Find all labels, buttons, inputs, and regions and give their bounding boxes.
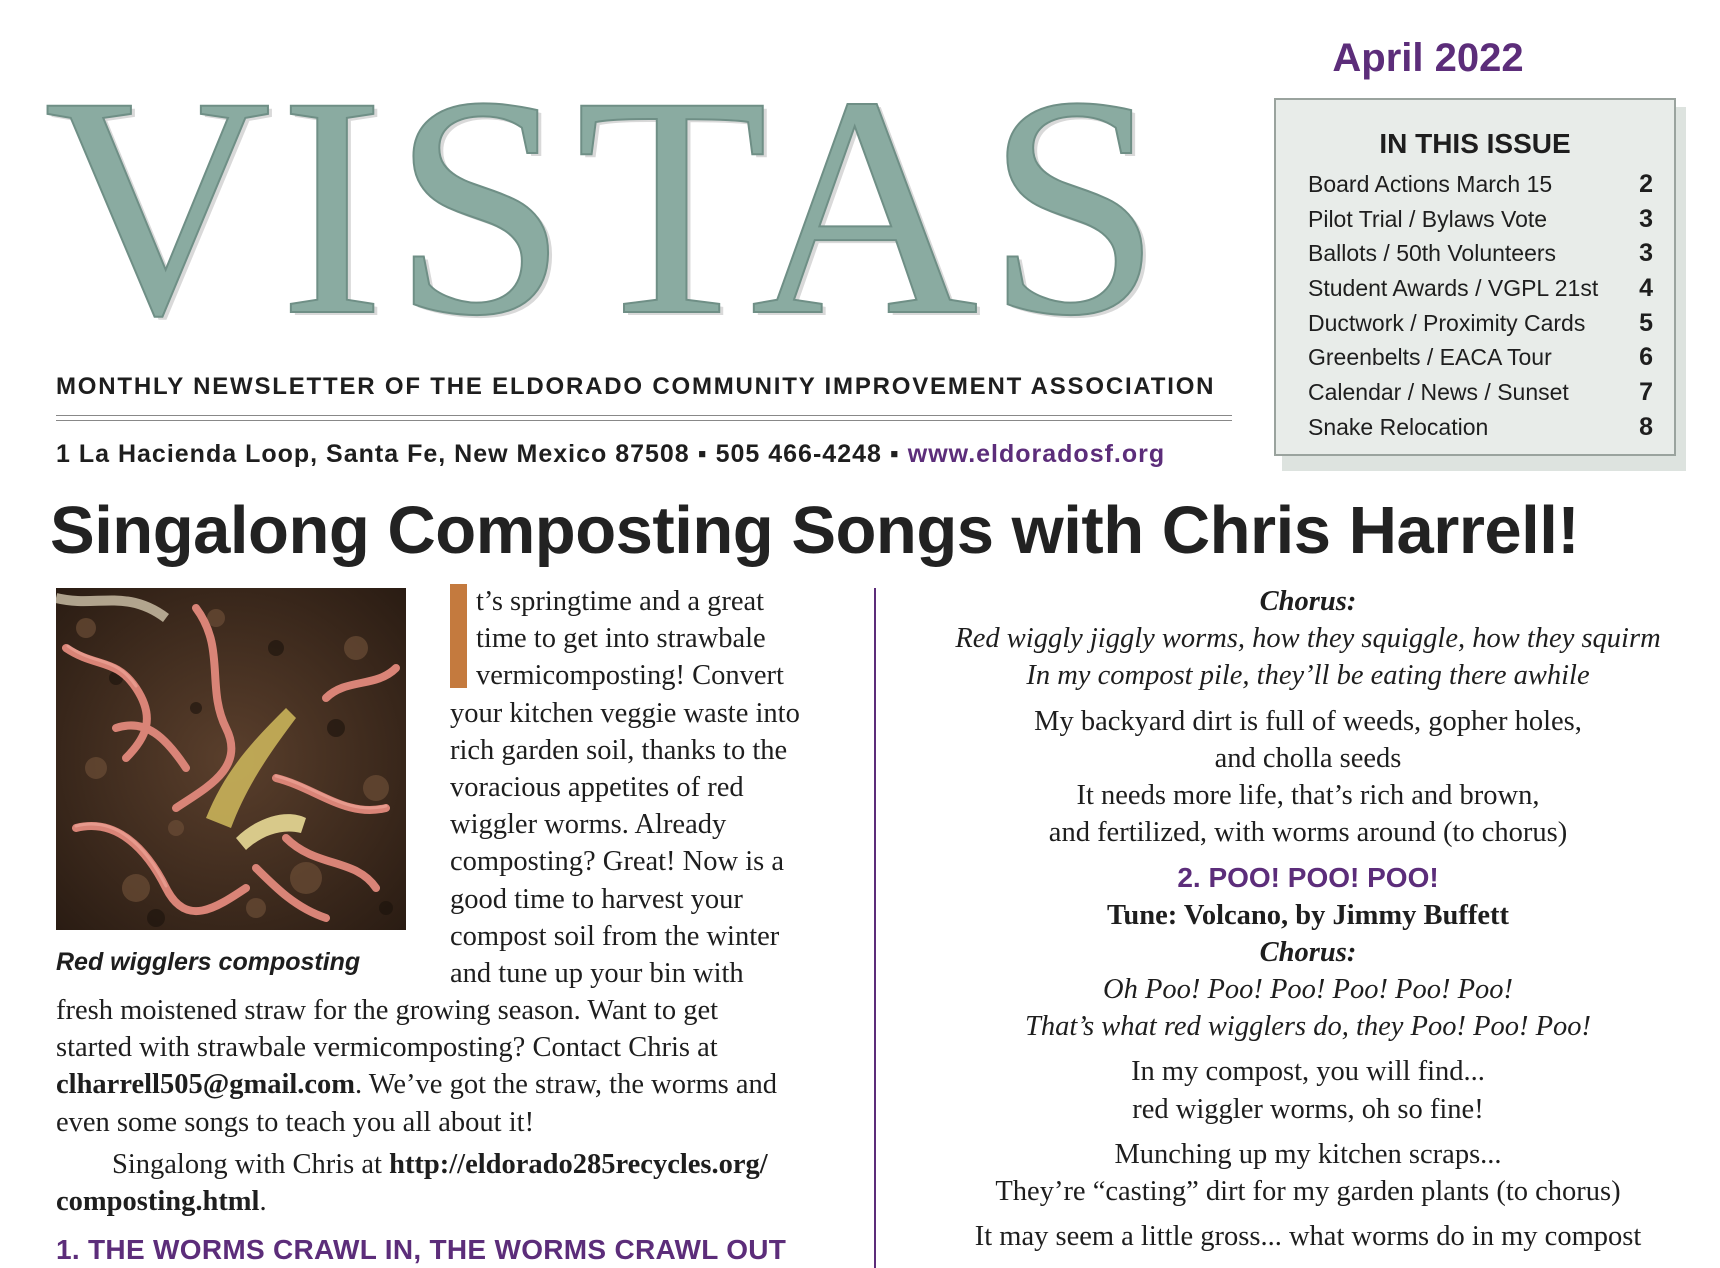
email-link[interactable]: clharrell505@gmail.com bbox=[56, 1069, 356, 1101]
singalong-paragraph bbox=[56, 1146, 836, 1220]
text-line: clharrell505@gmail.com. We’ve got the straw, the worms and bbox=[56, 1069, 777, 1101]
lyric-line: and fertilized, with worms around (to chorus) bbox=[1048, 817, 1568, 849]
website-link[interactable]: www.eldoradosf.org bbox=[907, 440, 1166, 468]
text-line: time to get into strawbale bbox=[476, 623, 766, 655]
toc-item-page: 7 bbox=[1639, 378, 1653, 407]
toc-item bbox=[1308, 170, 1653, 205]
address: 1 La Hacienda Loop, Santa Fe, New Mexico 87508 bbox=[56, 440, 690, 468]
text-line: your kitchen veggie waste into bbox=[450, 697, 800, 729]
lyric-line: and cholla seeds bbox=[1214, 742, 1402, 774]
toc-item bbox=[1308, 274, 1653, 309]
lyric-line: In my compost, you will find... bbox=[1131, 1056, 1485, 1088]
toc-heading: IN THIS ISSUE bbox=[1379, 128, 1571, 159]
text-line: and tune up your bin with bbox=[450, 958, 744, 990]
toc-item bbox=[1308, 413, 1653, 448]
text-line: started with strawbale vermicomposting? Contact Chris at bbox=[56, 1032, 718, 1064]
toc-item-page: 4 bbox=[1639, 274, 1653, 303]
newsletter-title: VISTAS bbox=[44, 32, 1170, 381]
article-headline: Singalong Composting Songs with Chris Harrell! bbox=[50, 493, 1580, 568]
lyric-line: My backyard dirt is full of weeds, gopher holes, bbox=[1034, 705, 1582, 737]
lyric-line: Oh Poo! Poo! Poo! Poo! Poo! Poo! bbox=[1103, 974, 1513, 1006]
toc-item-label: Pilot Trial / Bylaws Vote bbox=[1308, 205, 1548, 232]
toc-item-page: 5 bbox=[1639, 308, 1653, 337]
toc-item bbox=[1308, 378, 1653, 413]
chorus-label: Chorus: bbox=[1259, 586, 1357, 617]
text-line: good time to harvest your bbox=[450, 883, 743, 915]
text-line: composting.html. bbox=[56, 1186, 267, 1218]
lyric-line: In my compost pile, they’ll be eating there awhile bbox=[1026, 660, 1590, 692]
toc-item-page: 6 bbox=[1639, 343, 1653, 372]
newsletter-tagline: MONTHLY NEWSLETTER OF THE ELDORADO COMMUNITY IMPROVEMENT ASSOCIATION bbox=[56, 373, 1216, 400]
toc-item-label: Calendar / News / Sunset bbox=[1308, 379, 1569, 406]
toc-item-page: 2 bbox=[1639, 170, 1653, 198]
phone-number: 505 466-4248 bbox=[715, 440, 882, 468]
toc-item bbox=[1308, 239, 1653, 274]
song2-tune: Tune: Volcano, by Jimmy Buffett bbox=[1107, 899, 1509, 931]
worms-compost-photo bbox=[56, 588, 406, 930]
singalong-url-link[interactable]: composting.html bbox=[56, 1186, 260, 1218]
lyric-line: Munching up my kitchen scraps... bbox=[1114, 1138, 1502, 1170]
toc-list bbox=[1308, 170, 1653, 448]
text-line: wiggler worms. Already bbox=[450, 809, 727, 841]
song-lyrics-column bbox=[908, 583, 1708, 1255]
toc-item-label: Board Actions March 15 bbox=[1308, 171, 1553, 197]
intro-paragraph-wrapped bbox=[450, 583, 830, 992]
lyric-line: It may seem a little gross... what worms do in my compost bbox=[974, 1221, 1642, 1253]
toc-item-page: 8 bbox=[1639, 412, 1653, 441]
chorus-label: Chorus: bbox=[1259, 936, 1357, 968]
toc-item-label: Student Awards / VGPL 21st bbox=[1308, 275, 1599, 302]
text-line: compost soil from the winter bbox=[450, 920, 780, 952]
toc-item-page: 3 bbox=[1639, 239, 1653, 268]
text-line: Singalong with Chris at http://eldorado285recycles.org/ bbox=[112, 1149, 768, 1180]
separator-square-icon: ▪ bbox=[697, 440, 708, 468]
lyric-line: They’re “casting” dirt for my garden plants (to chorus) bbox=[995, 1176, 1621, 1208]
intro-paragraph-full bbox=[56, 992, 836, 1141]
issue-date: April 2022 bbox=[1332, 36, 1524, 80]
song1-title: 1. THE WORMS CRAWL IN, THE WORMS CRAWL OUT bbox=[56, 1234, 787, 1265]
song2-title: 2. POO! POO! POO! bbox=[1177, 862, 1439, 894]
toc-item-label: Ductwork / Proximity Cards bbox=[1308, 309, 1586, 336]
text-line: fresh moistened straw for the growing season. Want to get bbox=[56, 995, 719, 1026]
lyric-line: That’s what red wigglers do, they Poo! Poo! Poo! bbox=[1024, 1011, 1591, 1043]
text-line: even some songs to teach you all about it! bbox=[56, 1106, 535, 1138]
lyric-line: Red wiggly jiggly worms, how they squiggle, how they squirm bbox=[955, 623, 1661, 655]
column-divider bbox=[874, 588, 876, 1268]
toc-item-label: Greenbelts / EACA Tour bbox=[1308, 344, 1552, 371]
toc-item-page: 3 bbox=[1639, 204, 1653, 233]
photo-caption: Red wigglers composting bbox=[56, 948, 361, 976]
toc-item-label: Snake Relocation bbox=[1308, 413, 1489, 440]
toc-item bbox=[1308, 205, 1653, 240]
text-line: vermicomposting! Convert bbox=[476, 660, 784, 692]
lyric-line: red wiggler worms, oh so fine! bbox=[1132, 1093, 1484, 1125]
masthead-divider bbox=[56, 415, 1232, 421]
toc-item bbox=[1308, 309, 1653, 344]
singalong-url-link[interactable]: http://eldorado285recycles.org/ bbox=[389, 1149, 768, 1180]
text-line: composting? Great! Now is a bbox=[450, 846, 784, 878]
toc-item-label: Ballots / 50th Volunteers bbox=[1308, 240, 1557, 267]
toc-item bbox=[1308, 343, 1653, 378]
contact-line bbox=[56, 440, 1236, 469]
lyric-line: It needs more life, that’s rich and brown, bbox=[1076, 780, 1540, 812]
in-this-issue-box bbox=[1274, 98, 1676, 456]
text-line: voracious appetites of red bbox=[450, 772, 744, 804]
separator-square-icon: ▪ bbox=[889, 440, 900, 468]
text-line: rich garden soil, thanks to the bbox=[450, 734, 788, 766]
text-line: t’s springtime and a great bbox=[476, 586, 765, 617]
